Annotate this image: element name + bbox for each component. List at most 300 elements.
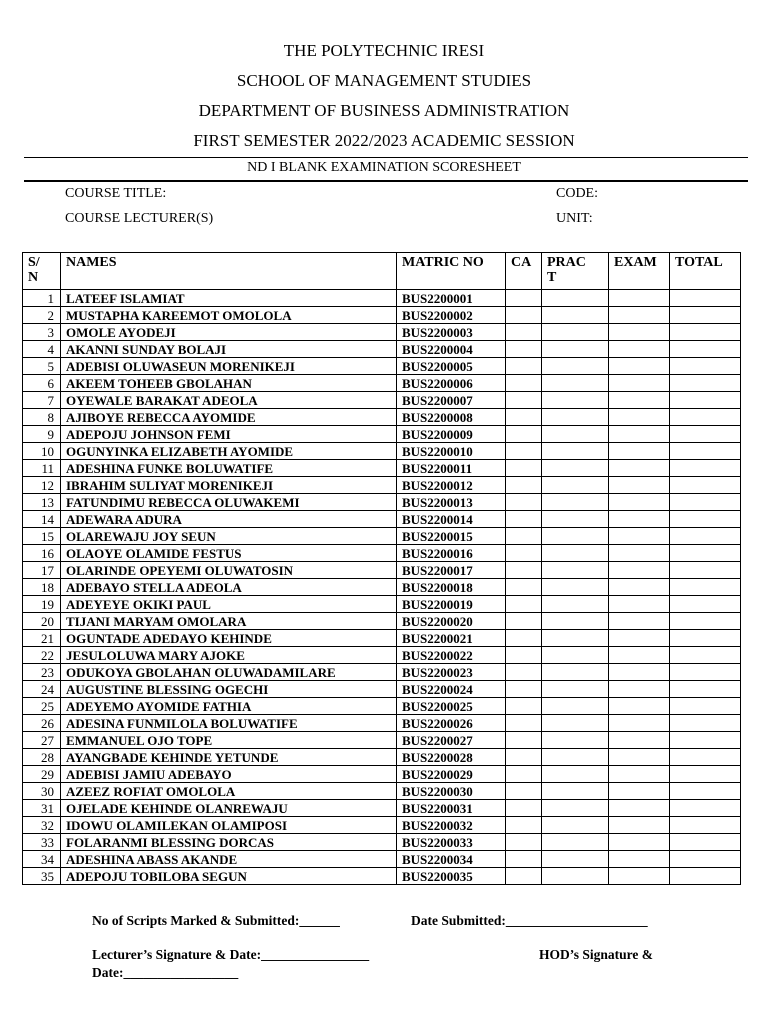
matric-number-cell: BUS2200008: [397, 409, 506, 426]
header-names: NAMES: [61, 253, 397, 290]
total-score-cell[interactable]: [670, 817, 741, 834]
header-matric-no: MATRIC NO: [397, 253, 506, 290]
total-score-cell[interactable]: [670, 596, 741, 613]
header-sn: S/ N: [23, 253, 61, 290]
total-score-cell[interactable]: [670, 528, 741, 545]
total-score-cell[interactable]: [670, 613, 741, 630]
exam-score-cell[interactable]: [609, 511, 670, 528]
ca-score-cell[interactable]: [506, 528, 542, 545]
pract-score-cell[interactable]: [542, 324, 609, 341]
ca-score-cell[interactable]: [506, 358, 542, 375]
ca-score-cell[interactable]: [506, 562, 542, 579]
serial-number-cell: 27: [23, 732, 61, 749]
department-name: DEPARTMENT OF BUSINESS ADMINISTRATION: [198, 101, 570, 120]
ca-score-cell[interactable]: [506, 494, 542, 511]
exam-score-cell[interactable]: [609, 290, 670, 307]
pract-score-cell[interactable]: [542, 630, 609, 647]
student-name-cell: IDOWU OLAMILEKAN OLAMIPOSI: [61, 817, 397, 834]
total-score-cell[interactable]: [670, 511, 741, 528]
serial-number-cell: 21: [23, 630, 61, 647]
table-row: [23, 528, 741, 545]
matric-number-cell: BUS2200015: [397, 528, 506, 545]
student-name-cell: AJIBOYE REBECCA AYOMIDE: [61, 409, 397, 426]
matric-number-cell: BUS2200011: [397, 460, 506, 477]
total-score-cell[interactable]: [670, 443, 741, 460]
exam-score-cell[interactable]: [609, 477, 670, 494]
pract-score-cell[interactable]: [542, 375, 609, 392]
exam-score-cell[interactable]: [609, 613, 670, 630]
date-submitted-field: Date Submitted:_____________________: [411, 913, 648, 928]
total-score-cell[interactable]: [670, 545, 741, 562]
exam-score-cell[interactable]: [609, 494, 670, 511]
table-row: [23, 460, 741, 477]
matric-number-cell: BUS2200031: [397, 800, 506, 817]
total-score-cell[interactable]: [670, 290, 741, 307]
serial-number-cell: 10: [23, 443, 61, 460]
ca-score-cell[interactable]: [506, 698, 542, 715]
serial-number-cell: 35: [23, 868, 61, 885]
matric-number-cell: BUS2200032: [397, 817, 506, 834]
matric-number-cell: BUS2200028: [397, 749, 506, 766]
serial-number-cell: 9: [23, 426, 61, 443]
ca-score-cell[interactable]: [506, 375, 542, 392]
total-score-cell[interactable]: [670, 579, 741, 596]
table-row: [23, 443, 741, 460]
pract-score-cell[interactable]: [542, 392, 609, 409]
table-row: [23, 409, 741, 426]
pract-score-cell[interactable]: [542, 851, 609, 868]
ca-score-cell[interactable]: [506, 647, 542, 664]
pract-score-cell[interactable]: [542, 562, 609, 579]
student-name-cell: OLARINDE OPEYEMI OLUWATOSIN: [61, 562, 397, 579]
total-score-cell[interactable]: [670, 341, 741, 358]
pract-score-cell[interactable]: [542, 715, 609, 732]
total-score-cell[interactable]: [670, 324, 741, 341]
serial-number-cell: 34: [23, 851, 61, 868]
table-row: [23, 562, 741, 579]
total-score-cell[interactable]: [670, 307, 741, 324]
matric-number-cell: BUS2200010: [397, 443, 506, 460]
exam-score-cell[interactable]: [609, 596, 670, 613]
exam-score-cell[interactable]: [609, 800, 670, 817]
table-row: [23, 851, 741, 868]
hod-signature-field: HOD’s Signature &: [539, 947, 654, 962]
pract-score-cell[interactable]: [542, 290, 609, 307]
student-name-cell: ADEPOJU TOBILOBA SEGUN: [61, 868, 397, 885]
exam-score-cell[interactable]: [609, 528, 670, 545]
serial-number-cell: 29: [23, 766, 61, 783]
table-row: [23, 358, 741, 375]
exam-score-cell[interactable]: [609, 443, 670, 460]
table-row: [23, 800, 741, 817]
total-score-cell[interactable]: [670, 664, 741, 681]
pract-score-cell[interactable]: [542, 494, 609, 511]
table-row: [23, 698, 741, 715]
exam-score-cell[interactable]: [609, 783, 670, 800]
total-score-cell[interactable]: [670, 783, 741, 800]
pract-score-cell[interactable]: [542, 579, 609, 596]
serial-number-cell: 30: [23, 783, 61, 800]
total-score-cell[interactable]: [670, 562, 741, 579]
ca-score-cell[interactable]: [506, 613, 542, 630]
student-name-cell: MUSTAPHA KAREEMOT OMOLOLA: [61, 307, 397, 324]
matric-number-cell: BUS2200034: [397, 851, 506, 868]
matric-number-cell: BUS2200018: [397, 579, 506, 596]
pract-score-cell[interactable]: [542, 868, 609, 885]
ca-score-cell[interactable]: [506, 579, 542, 596]
table-row: [23, 783, 741, 800]
total-score-cell[interactable]: [670, 766, 741, 783]
ca-score-cell[interactable]: [506, 426, 542, 443]
table-row: [23, 511, 741, 528]
exam-score-cell[interactable]: [609, 732, 670, 749]
student-name-cell: AKANNI SUNDAY BOLAJI: [61, 341, 397, 358]
matric-number-cell: BUS2200023: [397, 664, 506, 681]
student-name-cell: OJELADE KEHINDE OLANREWAJU: [61, 800, 397, 817]
pract-score-cell[interactable]: [542, 426, 609, 443]
serial-number-cell: 31: [23, 800, 61, 817]
exam-score-cell[interactable]: [609, 817, 670, 834]
exam-score-cell[interactable]: [609, 562, 670, 579]
ca-score-cell[interactable]: [506, 477, 542, 494]
student-name-cell: ADEYEMO AYOMIDE FATHIA: [61, 698, 397, 715]
exam-score-cell[interactable]: [609, 341, 670, 358]
institution-name: THE POLYTECHNIC IRESI: [283, 41, 485, 60]
table-row: [23, 494, 741, 511]
matric-number-cell: BUS2200030: [397, 783, 506, 800]
pract-score-cell[interactable]: [542, 460, 609, 477]
matric-number-cell: BUS2200013: [397, 494, 506, 511]
ca-score-cell[interactable]: [506, 324, 542, 341]
table-row: [23, 681, 741, 698]
exam-score-cell[interactable]: [609, 375, 670, 392]
total-score-cell[interactable]: [670, 868, 741, 885]
matric-number-cell: BUS2200004: [397, 341, 506, 358]
table-row: [23, 647, 741, 664]
pract-score-cell[interactable]: [542, 477, 609, 494]
exam-score-cell[interactable]: [609, 749, 670, 766]
ca-score-cell[interactable]: [506, 392, 542, 409]
serial-number-cell: 17: [23, 562, 61, 579]
pract-score-cell[interactable]: [542, 545, 609, 562]
ca-score-cell[interactable]: [506, 545, 542, 562]
bottom-divider: [24, 180, 748, 182]
pract-score-cell[interactable]: [542, 647, 609, 664]
pract-score-cell[interactable]: [542, 817, 609, 834]
student-name-cell: OMOLE AYODEJI: [61, 324, 397, 341]
serial-number-cell: 6: [23, 375, 61, 392]
student-name-cell: AYANGBADE KEHINDE YETUNDE: [61, 749, 397, 766]
serial-number-cell: 32: [23, 817, 61, 834]
matric-number-cell: BUS2200016: [397, 545, 506, 562]
lecturer-signature-field: Lecturer’s Signature & Date:________________: [92, 947, 370, 962]
matric-number-cell: BUS2200014: [397, 511, 506, 528]
matric-number-cell: BUS2200024: [397, 681, 506, 698]
course-lecturer-label: COURSE LECTURER(S): [65, 211, 214, 226]
exam-score-cell[interactable]: [609, 358, 670, 375]
student-name-cell: ADEYEYE OKIKI PAUL: [61, 596, 397, 613]
ca-score-cell[interactable]: [506, 851, 542, 868]
serial-number-cell: 5: [23, 358, 61, 375]
pract-score-cell[interactable]: [542, 834, 609, 851]
ca-score-cell[interactable]: [506, 817, 542, 834]
student-name-cell: OLAOYE OLAMIDE FESTUS: [61, 545, 397, 562]
header-pract: PRAC T: [542, 253, 609, 290]
exam-score-cell[interactable]: [609, 460, 670, 477]
pract-score-cell[interactable]: [542, 528, 609, 545]
table-row: [23, 579, 741, 596]
student-name-cell: LATEEF ISLAMIAT: [61, 290, 397, 307]
exam-score-cell[interactable]: [609, 664, 670, 681]
pract-score-cell[interactable]: [542, 443, 609, 460]
pract-score-cell[interactable]: [542, 732, 609, 749]
ca-score-cell[interactable]: [506, 290, 542, 307]
serial-number-cell: 22: [23, 647, 61, 664]
total-score-cell[interactable]: [670, 681, 741, 698]
student-name-cell: ADEPOJU JOHNSON FEMI: [61, 426, 397, 443]
table-row: [23, 834, 741, 851]
matric-number-cell: BUS2200017: [397, 562, 506, 579]
ca-score-cell[interactable]: [506, 749, 542, 766]
serial-number-cell: 28: [23, 749, 61, 766]
student-name-cell: ADEBISI OLUWASEUN MORENIKEJI: [61, 358, 397, 375]
student-name-cell: OGUNYINKA ELIZABETH AYOMIDE: [61, 443, 397, 460]
total-score-cell[interactable]: [670, 851, 741, 868]
matric-number-cell: BUS2200025: [397, 698, 506, 715]
total-score-cell[interactable]: [670, 409, 741, 426]
student-name-cell: FOLARANMI BLESSING DORCAS: [61, 834, 397, 851]
matric-number-cell: BUS2200005: [397, 358, 506, 375]
table-row: [23, 868, 741, 885]
ca-score-cell[interactable]: [506, 766, 542, 783]
student-name-cell: ADEWARA ADURA: [61, 511, 397, 528]
serial-number-cell: 19: [23, 596, 61, 613]
matric-number-cell: BUS2200021: [397, 630, 506, 647]
pract-score-cell[interactable]: [542, 307, 609, 324]
ca-score-cell[interactable]: [506, 409, 542, 426]
ca-score-cell[interactable]: [506, 800, 542, 817]
exam-score-cell[interactable]: [609, 630, 670, 647]
header-exam: EXAM: [609, 253, 670, 290]
matric-number-cell: BUS2200012: [397, 477, 506, 494]
total-score-cell[interactable]: [670, 477, 741, 494]
serial-number-cell: 11: [23, 460, 61, 477]
table-row: [23, 613, 741, 630]
student-name-cell: EMMANUEL OJO TOPE: [61, 732, 397, 749]
total-score-cell[interactable]: [670, 494, 741, 511]
ca-score-cell[interactable]: [506, 681, 542, 698]
student-name-cell: OGUNTADE ADEDAYO KEHINDE: [61, 630, 397, 647]
ca-score-cell[interactable]: [506, 460, 542, 477]
student-name-cell: AZEEZ ROFIAT OMOLOLA: [61, 783, 397, 800]
total-score-cell[interactable]: [670, 715, 741, 732]
student-name-cell: OYEWALE BARAKAT ADEOLA: [61, 392, 397, 409]
serial-number-cell: 25: [23, 698, 61, 715]
serial-number-cell: 16: [23, 545, 61, 562]
total-score-cell[interactable]: [670, 630, 741, 647]
ca-score-cell[interactable]: [506, 834, 542, 851]
matric-number-cell: BUS2200029: [397, 766, 506, 783]
code-label: CODE:: [556, 186, 598, 201]
top-divider: [24, 157, 748, 158]
table-row: [23, 307, 741, 324]
exam-score-cell[interactable]: [609, 579, 670, 596]
matric-number-cell: BUS2200019: [397, 596, 506, 613]
exam-score-cell[interactable]: [609, 324, 670, 341]
table-row: [23, 290, 741, 307]
pract-score-cell[interactable]: [542, 613, 609, 630]
student-name-cell: ADEBAYO STELLA ADEOLA: [61, 579, 397, 596]
exam-score-cell[interactable]: [609, 409, 670, 426]
total-score-cell[interactable]: [670, 392, 741, 409]
student-name-cell: ODUKOYA GBOLAHAN OLUWADAMILARE: [61, 664, 397, 681]
exam-score-cell[interactable]: [609, 715, 670, 732]
serial-number-cell: 24: [23, 681, 61, 698]
total-score-cell[interactable]: [670, 460, 741, 477]
exam-score-cell[interactable]: [609, 868, 670, 885]
pract-score-cell[interactable]: [542, 409, 609, 426]
total-score-cell[interactable]: [670, 647, 741, 664]
serial-number-cell: 13: [23, 494, 61, 511]
serial-number-cell: 2: [23, 307, 61, 324]
pract-score-cell[interactable]: [542, 783, 609, 800]
exam-score-cell[interactable]: [609, 851, 670, 868]
serial-number-cell: 15: [23, 528, 61, 545]
table-row: [23, 766, 741, 783]
student-name-cell: OLAREWAJU JOY SEUN: [61, 528, 397, 545]
pract-score-cell[interactable]: [542, 766, 609, 783]
total-score-cell[interactable]: [670, 358, 741, 375]
serial-number-cell: 12: [23, 477, 61, 494]
exam-score-cell[interactable]: [609, 426, 670, 443]
total-score-cell[interactable]: [670, 375, 741, 392]
student-name-cell: AKEEM TOHEEB GBOLAHAN: [61, 375, 397, 392]
student-name-cell: ADESINA FUNMILOLA BOLUWATIFE: [61, 715, 397, 732]
matric-number-cell: BUS2200035: [397, 868, 506, 885]
total-score-cell[interactable]: [670, 732, 741, 749]
score-table: [22, 252, 741, 885]
student-name-cell: IBRAHIM SULIYAT MORENIKEJI: [61, 477, 397, 494]
serial-number-cell: 23: [23, 664, 61, 681]
table-body: [23, 290, 741, 885]
table-header-row: [23, 253, 741, 290]
ca-score-cell[interactable]: [506, 596, 542, 613]
student-name-cell: JESULOLUWA MARY AJOKE: [61, 647, 397, 664]
table-row: [23, 324, 741, 341]
header-total: TOTAL: [670, 253, 741, 290]
serial-number-cell: 3: [23, 324, 61, 341]
matric-number-cell: BUS2200006: [397, 375, 506, 392]
matric-number-cell: BUS2200009: [397, 426, 506, 443]
pract-score-cell[interactable]: [542, 698, 609, 715]
student-name-cell: AUGUSTINE BLESSING OGECHI: [61, 681, 397, 698]
table-row: [23, 426, 741, 443]
pract-score-cell[interactable]: [542, 800, 609, 817]
serial-number-cell: 26: [23, 715, 61, 732]
ca-score-cell[interactable]: [506, 868, 542, 885]
matric-number-cell: BUS2200020: [397, 613, 506, 630]
scripts-marked-field: No of Scripts Marked & Submitted:______: [92, 913, 340, 928]
total-score-cell[interactable]: [670, 834, 741, 851]
exam-score-cell[interactable]: [609, 545, 670, 562]
exam-score-cell[interactable]: [609, 766, 670, 783]
serial-number-cell: 20: [23, 613, 61, 630]
total-score-cell[interactable]: [670, 698, 741, 715]
matric-number-cell: BUS2200002: [397, 307, 506, 324]
pract-score-cell[interactable]: [542, 341, 609, 358]
ca-score-cell[interactable]: [506, 715, 542, 732]
ca-score-cell[interactable]: [506, 783, 542, 800]
matric-number-cell: BUS2200007: [397, 392, 506, 409]
exam-score-cell[interactable]: [609, 698, 670, 715]
ca-score-cell[interactable]: [506, 307, 542, 324]
ca-score-cell[interactable]: [506, 732, 542, 749]
hod-date-field: Date:_________________: [92, 965, 239, 980]
table-row: [23, 630, 741, 647]
sheet-title: ND I BLANK EXAMINATION SCORESHEET: [247, 160, 521, 175]
table-row: [23, 545, 741, 562]
student-name-cell: FATUNDIMU REBECCA OLUWAKEMI: [61, 494, 397, 511]
pract-score-cell[interactable]: [542, 664, 609, 681]
ca-score-cell[interactable]: [506, 511, 542, 528]
serial-number-cell: 8: [23, 409, 61, 426]
matric-number-cell: BUS2200033: [397, 834, 506, 851]
session-title: FIRST SEMESTER 2022/2023 ACADEMIC SESSION: [193, 131, 575, 150]
matric-number-cell: BUS2200027: [397, 732, 506, 749]
table-row: [23, 596, 741, 613]
matric-number-cell: BUS2200001: [397, 290, 506, 307]
table-row: [23, 664, 741, 681]
school-name: SCHOOL OF MANAGEMENT STUDIES: [236, 71, 532, 90]
pract-score-cell[interactable]: [542, 511, 609, 528]
table-row: [23, 715, 741, 732]
unit-label: UNIT:: [556, 211, 593, 226]
serial-number-cell: 7: [23, 392, 61, 409]
course-title-label: COURSE TITLE:: [65, 186, 167, 201]
table-row: [23, 341, 741, 358]
exam-score-cell[interactable]: [609, 307, 670, 324]
student-name-cell: ADEBISI JAMIU ADEBAYO: [61, 766, 397, 783]
table-row: [23, 375, 741, 392]
exam-score-cell[interactable]: [609, 647, 670, 664]
table-row: [23, 477, 741, 494]
serial-number-cell: 18: [23, 579, 61, 596]
total-score-cell[interactable]: [670, 749, 741, 766]
matric-number-cell: BUS2200003: [397, 324, 506, 341]
pract-score-cell[interactable]: [542, 596, 609, 613]
pract-score-cell[interactable]: [542, 681, 609, 698]
exam-score-cell[interactable]: [609, 681, 670, 698]
ca-score-cell[interactable]: [506, 341, 542, 358]
table-row: [23, 817, 741, 834]
exam-score-cell[interactable]: [609, 392, 670, 409]
total-score-cell[interactable]: [670, 426, 741, 443]
student-name-cell: ADESHINA ABASS AKANDE: [61, 851, 397, 868]
total-score-cell[interactable]: [670, 800, 741, 817]
pract-score-cell[interactable]: [542, 358, 609, 375]
ca-score-cell[interactable]: [506, 630, 542, 647]
table-row: [23, 732, 741, 749]
serial-number-cell: 1: [23, 290, 61, 307]
ca-score-cell[interactable]: [506, 664, 542, 681]
exam-score-cell[interactable]: [609, 834, 670, 851]
ca-score-cell[interactable]: [506, 443, 542, 460]
serial-number-cell: 33: [23, 834, 61, 851]
table-row: [23, 749, 741, 766]
header-ca: CA: [506, 253, 542, 290]
matric-number-cell: BUS2200026: [397, 715, 506, 732]
pract-score-cell[interactable]: [542, 749, 609, 766]
